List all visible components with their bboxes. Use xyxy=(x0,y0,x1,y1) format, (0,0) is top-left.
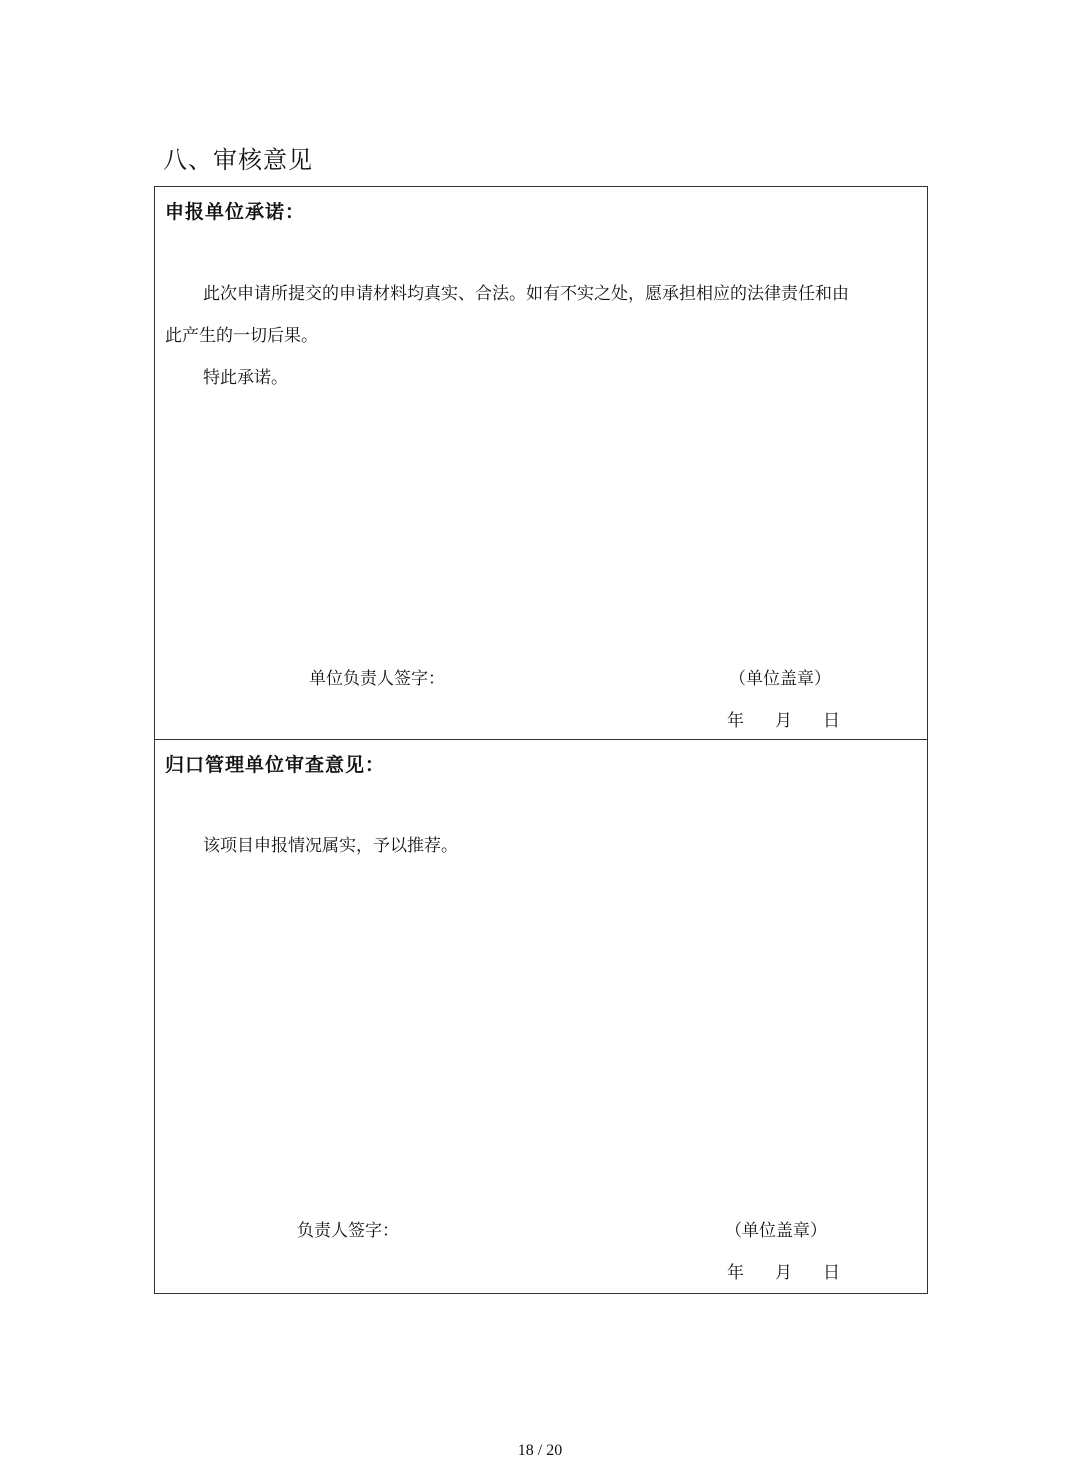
commitment-closing: 特此承诺。 xyxy=(203,368,288,388)
date-year: 年 xyxy=(727,1263,744,1283)
date-year: 年 xyxy=(727,711,744,731)
review-opinion-table xyxy=(154,186,928,1294)
date-day: 日 xyxy=(823,711,840,731)
reviewer-seal-label: （单位盖章） xyxy=(725,1221,827,1241)
applicant-date-line xyxy=(727,706,840,731)
reviewer-date-line xyxy=(727,1258,840,1283)
reviewer-opinion-text: 该项目申报情况属实，予以推荐。 xyxy=(203,836,458,856)
unit-seal-label: （单位盖章） xyxy=(729,669,831,689)
date-month: 月 xyxy=(775,1263,792,1283)
reviewer-opinion-cell xyxy=(155,740,927,1293)
commitment-text-line2: 此产生的一切后果。 xyxy=(165,326,318,346)
commitment-text-line1: 此次申请所提交的申请材料均真实、合法。如有不实之处，愿承担相应的法律责任和由 xyxy=(203,284,849,304)
date-day: 日 xyxy=(823,1263,840,1283)
applicant-commitment-title: 申报单位承诺： xyxy=(165,201,306,223)
page-number: 18 / 20 xyxy=(517,1442,563,1459)
section-heading: 八、审核意见 xyxy=(163,146,313,174)
reviewer-opinion-title: 归口管理单位审查意见： xyxy=(165,754,386,776)
date-month: 月 xyxy=(775,711,792,731)
unit-leader-signature-label: 单位负责人签字： xyxy=(309,669,445,689)
applicant-commitment-cell xyxy=(155,187,927,740)
reviewer-signature-label: 负责人签字： xyxy=(297,1221,399,1241)
